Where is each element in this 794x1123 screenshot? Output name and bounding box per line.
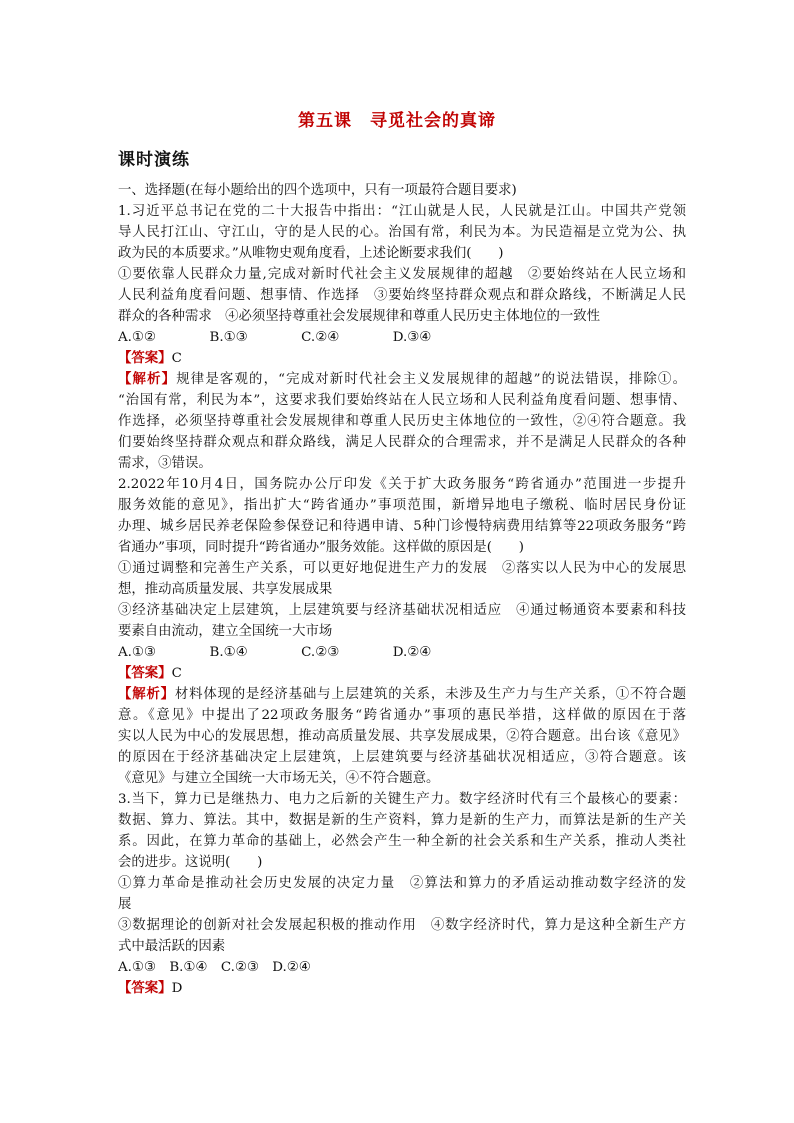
answer-line: [118, 348, 686, 369]
question-stem-line: 2.2022年10月4日，国务院办公厅印发《关于扩大政务服务“跨省通办”范围进一步提升: [118, 477, 686, 492]
analysis-line: 意。《意见》中提出了22项政务服务“跨省通办”事项的惠民举措，这样做的原因在于落: [118, 708, 686, 723]
answer-value: C: [171, 351, 182, 366]
answer-options: A.①③ B.①④ C.②③ D.②④: [118, 645, 432, 660]
analysis-line: 们要始终坚持群众观点和群众路线，满足人民群众的合理需求，并不是满足人民群众的各种: [118, 435, 686, 450]
statement-line: 式中最活跃的因素: [118, 939, 226, 954]
instruction-line: 一、选择题(在每小题给出的四个选项中，只有一项最符合题目要求): [118, 183, 517, 198]
question-stem-line: 政为民的本质要求。”从唯物史观角度看，上述论断要求我们( ): [118, 246, 504, 261]
analysis-line: 需求，③错误。: [118, 456, 212, 471]
answer-line: [118, 978, 686, 999]
statement-line: 展: [118, 897, 132, 912]
analysis-line: [118, 369, 686, 390]
question-2: [118, 474, 686, 789]
analysis-line: [118, 684, 686, 705]
question-3: [118, 789, 686, 999]
question-stem-line: 3.当下，算力已是继热力、电力之后新的关键生产力。数字经济时代有三个最核心的要素：: [118, 792, 686, 807]
analysis-tag: 【解析】: [118, 371, 177, 387]
page-title: 第五课 寻觅社会的真谛: [298, 111, 496, 131]
question-stem-line: 服务效能的意见》，指出扩大“跨省通办”事项范围，新增异地电子缴税、临时居民身份证: [118, 498, 686, 513]
analysis-line: 作选择，必须坚持尊重社会发展规律和尊重人民历史主体地位的一致性，②④符合题意。我: [118, 414, 686, 429]
analysis-tag: 【解析】: [118, 686, 175, 702]
statement-line: 群众的各种需求 ④必须坚持尊重社会发展规律和尊重人民历史主体地位的一致性: [118, 309, 601, 324]
section-heading: 课时演练: [118, 150, 190, 170]
analysis-line: 的原因在于经济基础决定上层建筑，上层建筑要与经济基础状况相适应，③符合题意。该: [118, 750, 686, 765]
question-stem-line: 办理、城乡居民养老保险参保登记和待遇申请、5种门诊慢特病费用结算等22项政务服务“跨: [118, 519, 686, 534]
statement-line: ①要依靠人民群众力量,完成对新时代社会主义发展规律的超越 ②要始终站在人民立场和: [118, 267, 686, 282]
statement-line: 要素自由流动，建立全国统一大市场: [118, 624, 333, 639]
statement-line: 想，推动高质量发展、共享发展成果: [118, 582, 333, 597]
question-stem-line: 省通办”事项，同时提升“跨省通办”服务效能。这样做的原因是( ): [118, 540, 524, 555]
exercise-body: [118, 180, 686, 999]
answer-value: C: [171, 666, 182, 681]
answer-tag: 【答案】: [118, 980, 172, 996]
analysis-text: 规律是客观的，“完成对新时代社会主义发展规律的超越”的说法错误，排除①。: [176, 372, 686, 387]
statement-line: 人民利益角度看问题、想事情、作选择 ③要始终坚持群众观点和群众路线，不断满足人民: [118, 288, 686, 303]
question-stem-line: 会的进步。这说明( ): [118, 855, 263, 870]
statement-line: ③数据理论的创新对社会发展起积极的推动作用 ④数字经济时代，算力是这种全新生产方: [118, 918, 686, 933]
answer-value: D: [171, 981, 183, 996]
statement-line: ①通过调整和完善生产关系，可以更好地促进生产力的发展 ②落实以人民为中心的发展思: [118, 561, 686, 576]
question-1: [118, 201, 686, 474]
statement-line: ①算力革命是推动社会历史发展的决定力量 ②算法和算力的矛盾运动推动数字经济的发: [118, 876, 686, 891]
analysis-line: 《意见》与建立全国统一大市场无关，④不符合题意。: [118, 771, 440, 786]
analysis-text: 材料体现的是经济基础与上层建筑的关系，未涉及生产力与生产关系，①不符合题: [174, 687, 686, 702]
answer-tag: 【答案】: [118, 350, 172, 366]
statement-line: ③经济基础决定上层建筑，上层建筑要与经济基础状况相适应 ④通过畅通资本要素和科技: [118, 603, 686, 618]
question-stem-line: 数据、算力、算法。其中，数据是新的生产资料，算力是新的生产力，而算法是新的生产关: [118, 813, 686, 828]
question-stem-line: 导人民打江山、守江山，守的是人民的心。治国有常，利民为本。为民造福是立党为公、执: [118, 225, 686, 240]
answer-line: [118, 663, 686, 684]
analysis-line: 实以人民为中心的发展思想，推动高质量发展、共享发展成果，②符合题意。出台该《意见》: [118, 729, 686, 744]
answer-tag: 【答案】: [118, 665, 172, 681]
question-stem-line: 1.习近平总书记在党的二十大报告中指出：“江山就是人民，人民就是江山。中国共产党领: [118, 204, 686, 219]
answer-options: A.①② B.①③ C.②④ D.③④: [118, 330, 432, 345]
answer-options: A.①③ B.①④ C.②③ D.②④: [118, 960, 311, 975]
question-stem-line: 系。因此，在算力革命的基础上，必然会产生一种全新的社会关系和生产关系，推动人类社: [118, 834, 686, 849]
analysis-line: “治国有常，利民为本”，这要求我们要始终站在人民立场和人民利益角度看问题、想事情、: [118, 393, 686, 408]
